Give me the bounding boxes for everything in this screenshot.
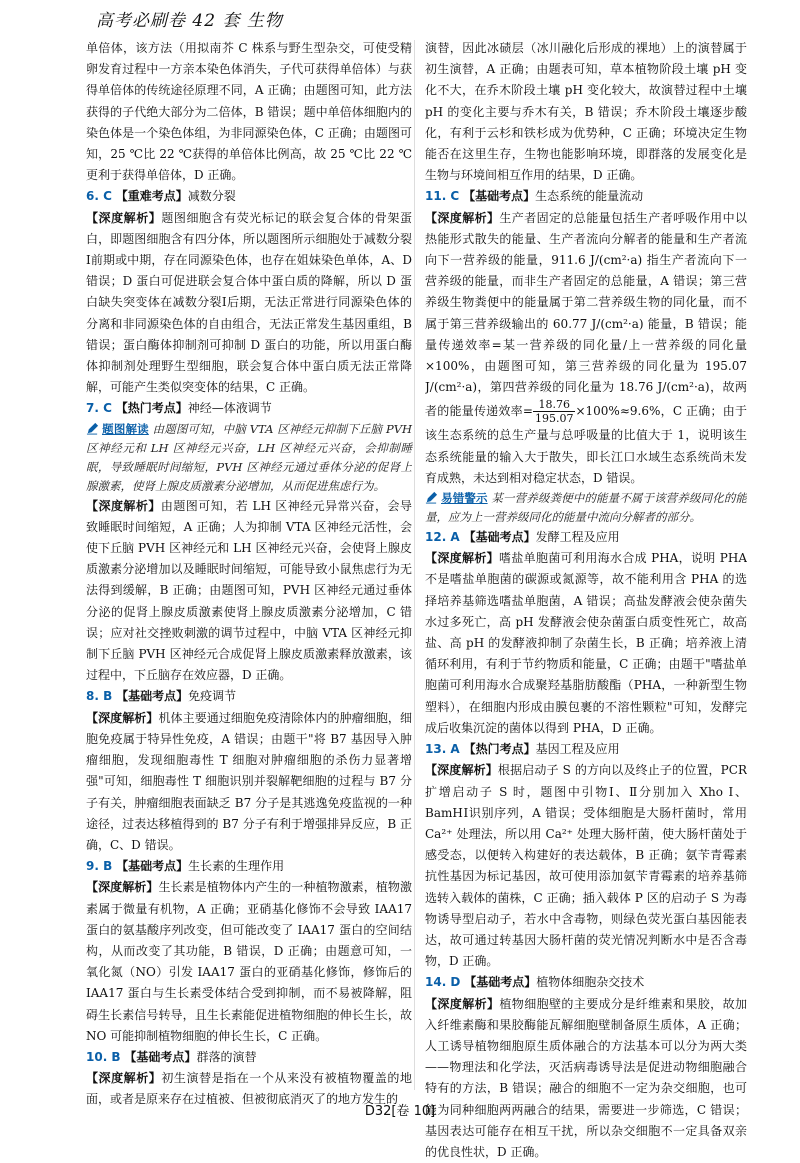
- answer-12-number: 12. A: [425, 530, 460, 545]
- fraction-denominator: 195.07: [534, 412, 574, 426]
- answer-11-number: 11. C: [425, 189, 460, 204]
- answer-7-explanation: [86, 496, 412, 687]
- analysis-label: 【深度解析】: [86, 710, 159, 725]
- right-column: [425, 38, 747, 1163]
- page-number: D32[卷 10]: [364, 1104, 436, 1119]
- answer-12: [425, 527, 747, 548]
- answer-11-explanation: [425, 208, 747, 489]
- answer-11-tag: 【基础考点】: [463, 189, 536, 204]
- answer-13: [425, 739, 747, 760]
- answer-9-topic: 生长素的生理作用: [188, 859, 285, 874]
- answer-6-body: 题图细胞含有荧光标记的联会复合体的骨架蛋白，即题图细胞含有四分体，所以题图所示细胞处于减数分裂Ⅰ前期或中期，存在同源染色体，也存在姐妹染色单体，A、D 错误；D 蛋白可促进联会复合体中蛋白质的降解，所以 D 蛋白缺失突变体在减数分裂Ⅰ后期，无法正常进行同源染色体的分离和非同源染色体的自由组合，无法正常发生基因重组，B 错误；蛋白酶体抑制剂可抑制 D 蛋白的功能，所以用蛋白酶体抑制剂处理野生型细胞，联会复合体中蛋白质无法正常降解，可能产生类似突变体的结果，C 正确。: [86, 210, 412, 395]
- right-continuation-text: 演替，因此冰碛层（冰川融化后形成的裸地）上的演替属于初生演替，A 正确；由题表可知，草本植物阶段土壤 pH 变化不大，在乔木阶段土壤 pH 变化较大，故演替过程中土壤 pH 的变化主要与乔木有关，B 错误；乔木阶段土壤逐步酸化，有利于云杉和铁杉成为优势种，C 正确；环境决定生物能否在这里生存，生物也能影响环境，即群落的发展变化是生物与环境间相互作用的结果，D 正确。: [425, 41, 747, 183]
- answer-11-body-part1: 生产者固定的总能量包括生产者呼吸作用中以热能形式散失的能量、生产者流向分解者的能量和生产者流向下一营养级的能量，911.6 J/(cm²·a) 指生产者流向下一营养级的能量，而非生产者固定的总能量，A 错误；第三营养级生物粪便中的能量属于第二营养级生物的同化量，而不属于第三营养级输出的 60.77 J/(cm²·a) 能量，B 错误；能量传递效率=某一营养级的同化量/上一营养级的同化量×100%，由题图可知，第三营养级的同化量为 195.07 J/(cm²·a)，第四营养级的同化量为 18.76 J/(cm²·a)，故两者的能量传递效率=: [425, 210, 747, 419]
- answer-12-topic: 发酵工程及应用: [535, 530, 620, 545]
- column-divider: [414, 40, 415, 1090]
- answer-8-tag: 【基础考点】: [116, 689, 189, 704]
- answer-7-tip-text: 由题图可知，中脑 VTA 区神经元抑制下丘脑 PVH 区神经元和 LH 区神经元兴奋，LH 区神经元兴奋，会抑制睡眠，导致睡眠时间缩短，PVH 区神经元通过垂体分泌的促肾上腺激素，使肾上腺皮质激素分泌增加，从而促进焦虑行为。: [86, 421, 413, 493]
- answer-8-number: 8. B: [86, 689, 113, 704]
- answer-10-topic: 群落的演替: [196, 1049, 257, 1064]
- answer-13-number: 13. A: [425, 742, 460, 757]
- analysis-label: 【深度解析】: [86, 880, 159, 895]
- answer-14-explanation: [425, 994, 747, 1163]
- answer-11-topic: 生态系统的能量流动: [535, 189, 644, 204]
- answer-13-topic: 基因工程及应用: [535, 742, 620, 757]
- answer-11-body-part2: ×100%≈9.6%，C 正确；由于该生态系统的总生产量与总呼吸量的比值大于 1，说明该生态系统能量的输入大于散失，即长江口水域生态系统尚未发育成熟，未达到相对稳定状态，D 错误。: [425, 404, 747, 485]
- answer-10: [86, 1047, 412, 1068]
- answer-12-tag: 【基础考点】: [463, 530, 536, 545]
- analysis-label: 【深度解析】: [86, 498, 161, 513]
- answer-8: [86, 686, 412, 707]
- analysis-label: 【深度解析】: [86, 210, 162, 225]
- answer-10-tag: 【基础考点】: [124, 1049, 197, 1064]
- answer-7-tip: [86, 420, 412, 496]
- answer-9-explanation: [86, 877, 412, 1047]
- efficiency-fraction: [533, 398, 576, 425]
- answer-6-topic: 减数分裂: [187, 189, 236, 204]
- tip-label: 易错警示: [441, 491, 488, 506]
- answer-13-body: 根据启动子 S 的方向以及终止子的位置，PCR 扩增启动子 S 时，题图中引物Ⅰ、Ⅱ分别加入 Xho Ⅰ、BamHⅠ识别序列，A 错误；受体细胞是大肠杆菌时，常用 Ca²⁺ 处理法，所以用 Ca²⁺ 处理大肠杆菌，使大肠杆菌处于感受态，以便转入构建好的表达载体，B 正确；氨苄青霉素抗性基因为标记基因，故可使用添加氨苄青霉素的培养基筛选转入载体的菌株，C 正确；插入载体 P 区的启动子 S 为毒物诱导型启动子，若水中含毒物，则绿色荧光蛋白基因能表达，故可通过转基因大肠杆菌的荧光情况判断水中是否含毒物，D 正确。: [425, 763, 747, 969]
- answer-9: [86, 856, 412, 877]
- answer-14-number: 14. D: [425, 975, 461, 990]
- pencil-icon: [86, 422, 99, 435]
- answer-8-explanation: [86, 708, 412, 856]
- answer-12-explanation: [425, 548, 747, 739]
- answer-9-tag: 【基础考点】: [116, 859, 189, 874]
- answer-6-tag: 【重难考点】: [115, 189, 188, 204]
- answer-14-tag: 【基础考点】: [464, 975, 537, 990]
- page-header: 高考必刷卷 42 套 生物: [96, 11, 283, 31]
- answer-11: [425, 186, 747, 207]
- tip-label: 题图解读: [102, 421, 149, 436]
- answer-6-number: 6. C: [86, 189, 112, 204]
- answer-8-topic: 免疫调节: [188, 689, 237, 704]
- pencil-icon: [425, 491, 438, 504]
- analysis-label: 【深度解析】: [425, 996, 500, 1011]
- left-continuation-text: 单倍体，该方法（用拟南芥 C 株系与野生型杂交，可使受精卵发育过程中一方亲本染色体消失，子代可获得单倍体）与获得单倍体的传统途径原理不同，A 正确；由题图可知，此方法获得的子代绝大部分为二倍体，B 错误；题中单倍体细胞内的染色体是一个染色体组，为非同源染色体，C 正确；由题图可知，25 ℃比 22 ℃获得的单倍体比例高，故 25 ℃比 22 ℃更利于获得单倍体，D 正确。: [86, 41, 412, 183]
- answer-7-topic: 神经—体液调节: [187, 401, 272, 416]
- answer-6-explanation: [86, 208, 412, 399]
- answer-6: [86, 186, 412, 207]
- answer-12-body: 嗜盐单胞菌可利用海水合成 PHA，说明 PHA 不是嗜盐单胞菌的碳源或氮源等，故不能利用含 PHA 的选择培养基筛选嗜盐单胞菌，A 错误；高盐发酵液会使杂菌失水过多死亡，高 pH 发酵液会使杂菌蛋白质变性死亡，故高盐、高 pH 的发酵液抑制了杂菌生长，B 正确；培养液上清循环利用，有利于节约物质和能量，C 正确；由题干"嗜盐单胞菌可利用海水合成聚羟基脂肪酸酯（PHA，一种新型生物塑料），在细胞内形成由膜包裹的不溶性颗粒"可知，发酵完成后收集沉淀的菌体以得到 PHA，D 正确。: [425, 551, 747, 735]
- answer-14-topic: 植物体细胞杂交技术: [536, 975, 645, 990]
- answer-8-body: 机体主要通过细胞免疫清除体内的肿瘤细胞，细胞免疫属于特异性免疫，A 错误；由题干"将 B7 基因导入肿瘤细胞，发现细胞毒性 T 细胞对肿瘤细胞的杀伤力显著增强"可知，细胞毒性 T 细胞识别并裂解靶细胞的过程与 B7 分子有关，肿瘤细胞表面缺乏 B7 分子是其逃逸免疫监视的一种途径，过表达移植得到的 B7 分子有利于增强排异反应，B 正确，C、D 错误。: [86, 710, 412, 852]
- answer-14-body: 植物细胞壁的主要成分是纤维素和果胶，故加入纤维素酶和果胶酶能瓦解细胞壁制备原生质体，A 正确；人工诱导植物细胞原生质体融合的方法基本可以分为两大类——物理法和化学法，灭活病毒诱导法是促进动物细胞融合特有的方法，B 错误；融合的细胞不一定为杂交细胞，也可能为同种细胞两两融合的结果，需要进一步筛选，C 错误；基因表达可能存在相互干扰，所以杂交细胞不一定具备双亲的优良性状，D 正确。: [425, 996, 747, 1159]
- answer-9-number: 9. B: [86, 859, 113, 874]
- answer-7-body: 由题图可知，若 LH 区神经元异常兴奋，会导致睡眠时间缩短，A 正确；人为抑制 VTA 区神经元活性，会使下丘脑 PVH 区神经元和 LH 区神经元兴奋，会使肾上腺皮质激素分泌增加以及睡眠时间缩短，可能导致小鼠焦虑行为无法得到缓解，B 正确；由题图可知，PVH 区神经元通过垂体分泌的促肾上腺皮质激素使肾上腺皮质激素分泌增加，C 错误；应对社交挫败刺激的调节过程中，中脑 VTA 区神经元抑制下丘脑 PVH 区神经元合成促肾上腺皮质激素释放激素，该过程中，下丘脑存在效应器，D 正确。: [86, 498, 412, 683]
- answer-10-body: 初生演替是指在一个从来没有被植物覆盖的地面，或者是原来存在过植被、但被彻底消灭了的地方发生的: [86, 1071, 412, 1107]
- answer-7-number: 7. C: [86, 401, 112, 416]
- analysis-label: 【深度解析】: [425, 551, 499, 566]
- answer-11-tip-text: 某一营养级粪便中的能量不属于该营养级同化的能量，应为上一营养级同化的能量中流向分解者的部分。: [425, 491, 747, 525]
- answer-10-number: 10. B: [86, 1049, 121, 1064]
- answer-7: [86, 398, 412, 419]
- analysis-label: 【深度解析】: [425, 210, 500, 225]
- answer-9-body: 生长素是植物体内产生的一种植物激素，植物激素属于微量有机物，A 正确；亚硝基化修饰不会导致 IAA17 蛋白的氨基酸序列改变，但可能改变了 IAA17 蛋白的空间结构，从而改变了其功能，B 错误，D 正确；由题意可知，一氧化氮（NO）引发 IAA17 蛋白的亚硝基化修饰，修饰后的 IAA17 蛋白与生长素受体结合受到抑制，而不易被降解，阻碍生长素信号转导，且生长素能促进植物细胞的伸长生长，故 NO 可能抑制植物细胞的伸长生长，C 正确。: [86, 880, 412, 1043]
- analysis-label: 【深度解析】: [425, 763, 498, 778]
- answer-14: [425, 972, 747, 993]
- answer-13-explanation: [425, 760, 747, 972]
- left-column: [86, 38, 412, 1111]
- fraction-numerator: 18.76: [533, 398, 576, 412]
- answer-11-tip: [425, 489, 747, 527]
- answer-7-tag: 【热门考点】: [115, 401, 188, 416]
- answer-13-tag: 【热门考点】: [463, 742, 536, 757]
- analysis-label: 【深度解析】: [86, 1071, 162, 1086]
